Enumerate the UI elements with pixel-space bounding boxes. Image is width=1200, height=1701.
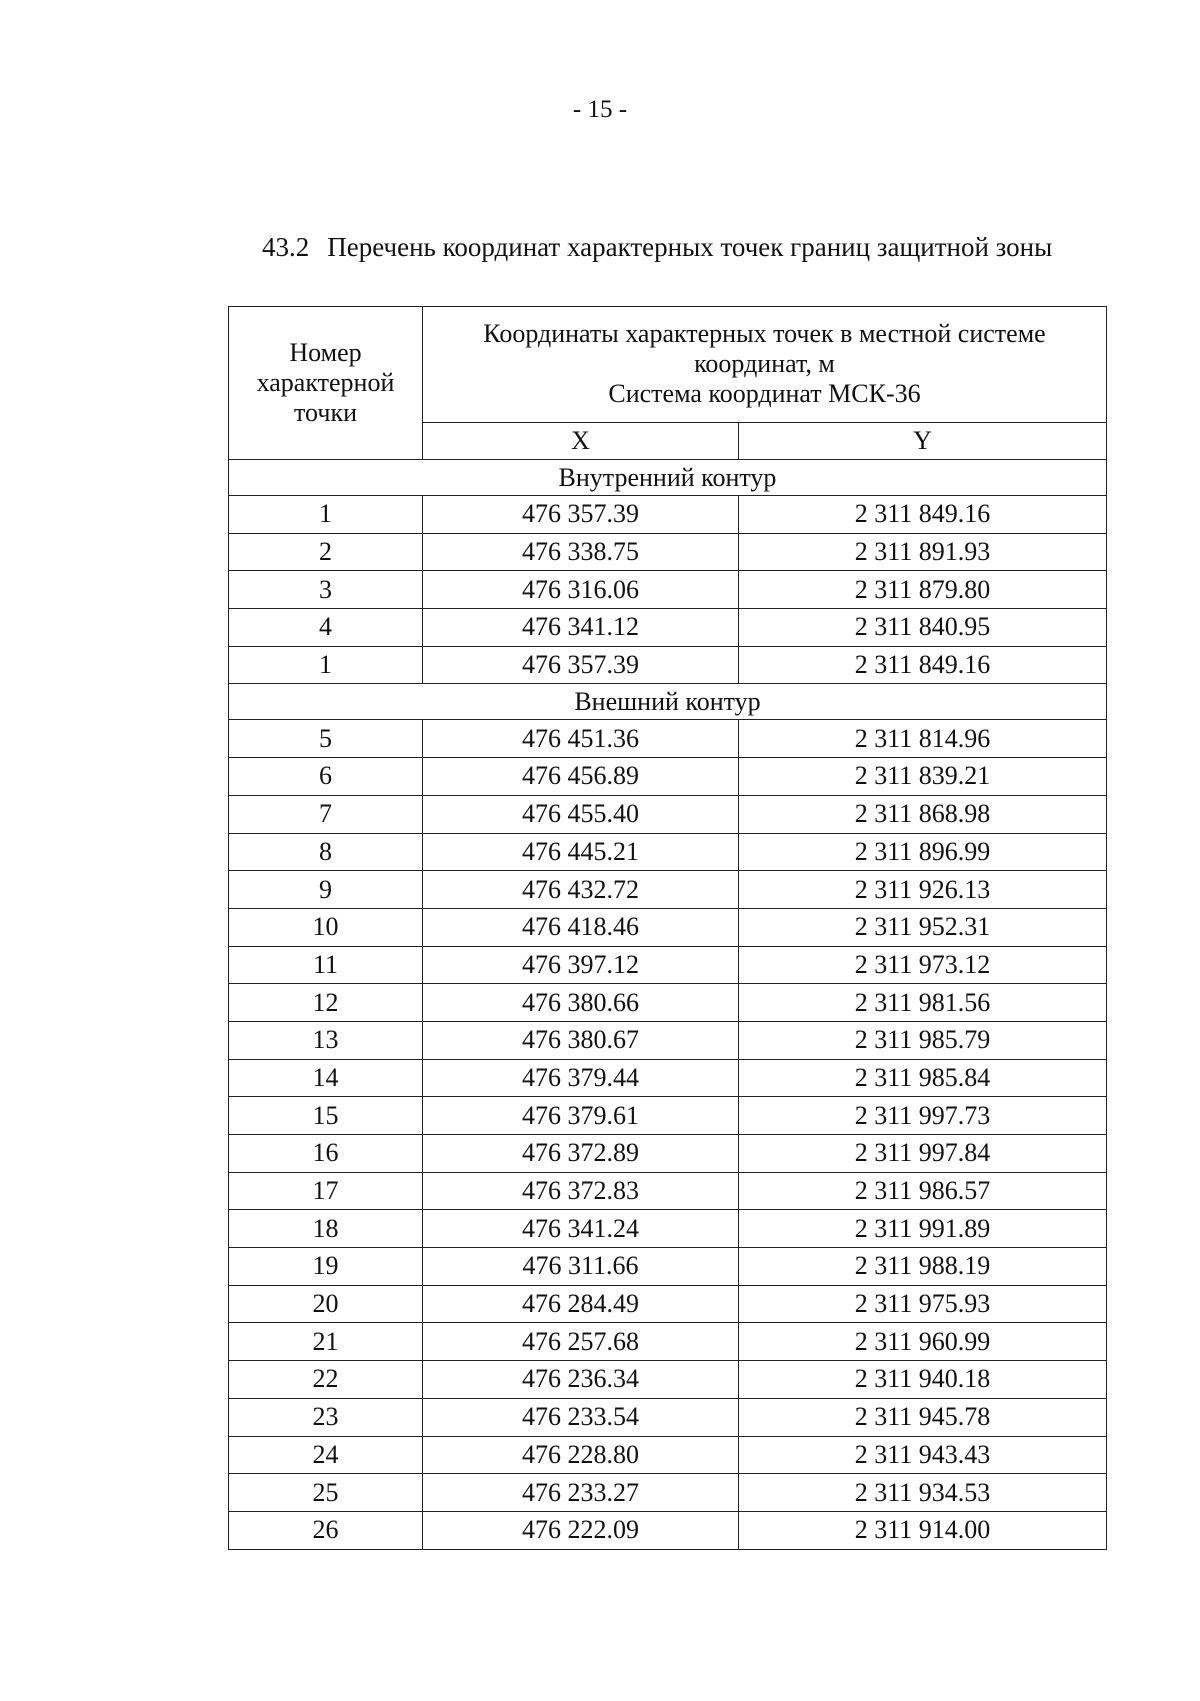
y-coordinate-cell: 2 311 985.84 <box>739 1059 1107 1097</box>
header-point-line-1: Номер <box>289 338 362 367</box>
point-number-cell: 1 <box>229 496 423 534</box>
x-coordinate-cell: 476 455.40 <box>423 795 739 833</box>
y-coordinate-cell: 2 311 840.95 <box>739 609 1107 647</box>
x-coordinate-cell: 476 456.89 <box>423 758 739 796</box>
table-row <box>229 984 1107 1022</box>
header-coordinates <box>423 307 1107 423</box>
y-coordinate-cell: 2 311 952.31 <box>739 908 1107 946</box>
table-row <box>229 1285 1107 1323</box>
header-point-line-3: точки <box>294 398 357 427</box>
point-number-cell: 25 <box>229 1474 423 1512</box>
x-coordinate-cell: 476 380.67 <box>423 1021 739 1059</box>
x-coordinate-cell: 476 284.49 <box>423 1285 739 1323</box>
y-coordinate-cell: 2 311 849.16 <box>739 496 1107 534</box>
x-coordinate-cell: 476 311.66 <box>423 1248 739 1286</box>
point-number-cell: 18 <box>229 1210 423 1248</box>
x-coordinate-cell: 476 445.21 <box>423 833 739 871</box>
table-row <box>229 795 1107 833</box>
table-row <box>229 720 1107 758</box>
x-coordinate-cell: 476 233.27 <box>423 1474 739 1512</box>
x-coordinate-cell: 476 316.06 <box>423 571 739 609</box>
x-coordinate-cell: 476 372.89 <box>423 1135 739 1173</box>
header-point-line-2: характерной <box>256 368 395 397</box>
header-x: X <box>423 422 739 459</box>
x-coordinate-cell: 476 397.12 <box>423 946 739 984</box>
y-coordinate-cell: 2 311 934.53 <box>739 1474 1107 1512</box>
y-coordinate-cell: 2 311 991.89 <box>739 1210 1107 1248</box>
table-row <box>229 646 1107 684</box>
table-row <box>229 908 1107 946</box>
table-row <box>229 946 1107 984</box>
x-coordinate-cell: 476 380.66 <box>423 984 739 1022</box>
point-number-cell: 1 <box>229 646 423 684</box>
section-row <box>229 684 1107 720</box>
y-coordinate-cell: 2 311 926.13 <box>739 871 1107 909</box>
x-coordinate-cell: 476 418.46 <box>423 908 739 946</box>
y-coordinate-cell: 2 311 914.00 <box>739 1511 1107 1549</box>
point-number-cell: 12 <box>229 984 423 1022</box>
point-number-cell: 13 <box>229 1021 423 1059</box>
table-row <box>229 1135 1107 1173</box>
point-number-cell: 10 <box>229 908 423 946</box>
table-row <box>229 833 1107 871</box>
y-coordinate-cell: 2 311 988.19 <box>739 1248 1107 1286</box>
point-number-cell: 6 <box>229 758 423 796</box>
y-coordinate-cell: 2 311 849.16 <box>739 646 1107 684</box>
x-coordinate-cell: 476 257.68 <box>423 1323 739 1361</box>
x-coordinate-cell: 476 338.75 <box>423 533 739 571</box>
point-number-cell: 4 <box>229 609 423 647</box>
table-body <box>229 460 1107 1550</box>
table-row <box>229 1021 1107 1059</box>
section-title-cell: Внутренний контур <box>229 460 1107 496</box>
point-number-cell: 9 <box>229 871 423 909</box>
section-heading <box>262 232 1052 263</box>
point-number-cell: 19 <box>229 1248 423 1286</box>
x-coordinate-cell: 476 451.36 <box>423 720 739 758</box>
x-coordinate-cell: 476 432.72 <box>423 871 739 909</box>
x-coordinate-cell: 476 341.12 <box>423 609 739 647</box>
header-coords-line-3: Система координат МСК-36 <box>608 379 921 409</box>
y-coordinate-cell: 2 311 839.21 <box>739 758 1107 796</box>
x-coordinate-cell: 476 372.83 <box>423 1172 739 1210</box>
table-row <box>229 496 1107 534</box>
point-number-cell: 2 <box>229 533 423 571</box>
y-coordinate-cell: 2 311 997.84 <box>739 1135 1107 1173</box>
point-number-cell: 3 <box>229 571 423 609</box>
point-number-cell: 26 <box>229 1511 423 1549</box>
table-row <box>229 758 1107 796</box>
x-coordinate-cell: 476 341.24 <box>423 1210 739 1248</box>
point-number-cell: 7 <box>229 795 423 833</box>
header-y: Y <box>739 422 1107 459</box>
table-row <box>229 609 1107 647</box>
x-coordinate-cell: 476 379.61 <box>423 1097 739 1135</box>
y-coordinate-cell: 2 311 945.78 <box>739 1398 1107 1436</box>
x-coordinate-cell: 476 357.39 <box>423 646 739 684</box>
point-number-cell: 11 <box>229 946 423 984</box>
y-coordinate-cell: 2 311 986.57 <box>739 1172 1107 1210</box>
y-coordinate-cell: 2 311 960.99 <box>739 1323 1107 1361</box>
table-row <box>229 1323 1107 1361</box>
y-coordinate-cell: 2 311 879.80 <box>739 571 1107 609</box>
point-number-cell: 8 <box>229 833 423 871</box>
table-row <box>229 1248 1107 1286</box>
table-row <box>229 1474 1107 1512</box>
y-coordinate-cell: 2 311 891.93 <box>739 533 1107 571</box>
coordinates-table <box>228 306 1107 1550</box>
point-number-cell: 16 <box>229 1135 423 1173</box>
table-row <box>229 871 1107 909</box>
y-coordinate-cell: 2 311 973.12 <box>739 946 1107 984</box>
y-coordinate-cell: 2 311 985.79 <box>739 1021 1107 1059</box>
x-coordinate-cell: 476 228.80 <box>423 1436 739 1474</box>
table-row <box>229 571 1107 609</box>
table-row <box>229 1210 1107 1248</box>
section-title-cell: Внешний контур <box>229 684 1107 720</box>
table-row <box>229 1361 1107 1399</box>
table-row <box>229 1097 1107 1135</box>
y-coordinate-cell: 2 311 943.43 <box>739 1436 1107 1474</box>
table-row <box>229 1059 1107 1097</box>
y-coordinate-cell: 2 311 997.73 <box>739 1097 1107 1135</box>
y-coordinate-cell: 2 311 940.18 <box>739 1361 1107 1399</box>
point-number-cell: 17 <box>229 1172 423 1210</box>
point-number-cell: 23 <box>229 1398 423 1436</box>
point-number-cell: 14 <box>229 1059 423 1097</box>
y-coordinate-cell: 2 311 975.93 <box>739 1285 1107 1323</box>
x-coordinate-cell: 476 379.44 <box>423 1059 739 1097</box>
header-point-number <box>229 307 423 460</box>
table-row <box>229 533 1107 571</box>
table-row <box>229 1172 1107 1210</box>
x-coordinate-cell: 476 236.34 <box>423 1361 739 1399</box>
x-coordinate-cell: 476 222.09 <box>423 1511 739 1549</box>
x-coordinate-cell: 476 357.39 <box>423 496 739 534</box>
table-row <box>229 1511 1107 1549</box>
header-coords-line-1: Координаты характерных точек в местной системе <box>483 319 1046 349</box>
y-coordinate-cell: 2 311 814.96 <box>739 720 1107 758</box>
y-coordinate-cell: 2 311 981.56 <box>739 984 1107 1022</box>
point-number-cell: 5 <box>229 720 423 758</box>
point-number-cell: 20 <box>229 1285 423 1323</box>
point-number-cell: 15 <box>229 1097 423 1135</box>
table-row <box>229 1436 1107 1474</box>
point-number-cell: 24 <box>229 1436 423 1474</box>
point-number-cell: 22 <box>229 1361 423 1399</box>
point-number-cell: 21 <box>229 1323 423 1361</box>
y-coordinate-cell: 2 311 896.99 <box>739 833 1107 871</box>
section-row <box>229 460 1107 496</box>
y-coordinate-cell: 2 311 868.98 <box>739 795 1107 833</box>
page-number: - 15 - <box>572 96 628 123</box>
section-number: 43.2 <box>262 232 310 262</box>
table-row <box>229 1398 1107 1436</box>
x-coordinate-cell: 476 233.54 <box>423 1398 739 1436</box>
section-title: Перечень координат характерных точек границ защитной зоны <box>327 232 1053 262</box>
header-coords-line-2: координат, м <box>694 349 835 379</box>
